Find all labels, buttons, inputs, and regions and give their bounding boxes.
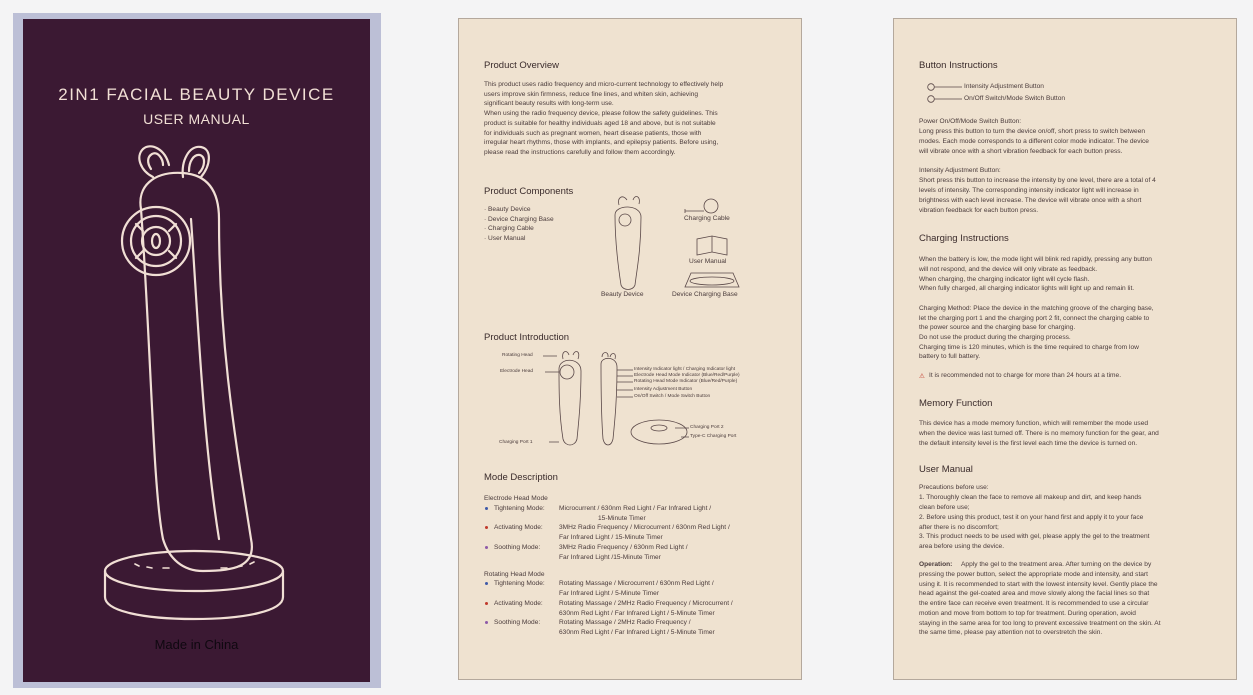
text-line: users improve skin firmness, reduce fine lines, and whiten skin, achieving	[484, 90, 699, 98]
text-line: Short press this button to increase the intensity by one level, there are a total of 4	[919, 177, 1156, 184]
label-rotating-head: Rotating Head	[502, 353, 533, 358]
component-item: · Device Charging Base	[484, 215, 554, 223]
section-heading-modes: Mode Description	[484, 472, 558, 483]
text-line: staying in the same area for too long to prevent excessive treatment on the skin. At	[919, 620, 1161, 627]
text-line: This product uses radio frequency and micro-current technology to effectively help	[484, 81, 724, 88]
rotating-mode-title: Rotating Head Mode	[484, 571, 545, 578]
text-line: significant beauty results with long-term use.	[484, 100, 614, 108]
callout-intensity-button: Intensity Adjustment Button	[634, 387, 693, 392]
callout-onoff-button: On/Off Switch / Mode Switch Button	[634, 394, 711, 399]
text-line: the power source and the charging base for charging.	[919, 324, 1076, 331]
mode-label: Activating Mode:	[494, 524, 543, 531]
text-line: brightness with each level increase. The device will vibrate once with a short	[919, 197, 1142, 204]
text-line: 2. Before using this product, test it on your hand first and apply it to your face	[919, 514, 1144, 521]
mode-detail: 3MHz Radio Frequency / 630nm Red Light /	[559, 544, 688, 551]
warning-icon: ⚠	[919, 373, 925, 380]
callout-electrode-mode-indicator: Electrode Head Mode Indicator (Blue/Red/Purple)	[634, 373, 740, 378]
mode-label: Soothing Mode:	[494, 544, 541, 551]
text-line: modes. Each mode corresponds to a different color mode indicator. The device	[919, 138, 1149, 145]
operation-title: Operation:	[919, 561, 953, 568]
cover-title: 2IN1 FACIAL BEAUTY DEVICE	[58, 85, 335, 104]
mode-label: Tightening Mode:	[494, 505, 545, 512]
text-line: please read the instructions carefully and follow them accordingly.	[484, 148, 676, 156]
text-line: motion and move from bottom to top for treatment. During operation, avoid	[919, 610, 1136, 617]
mode-detail: Far Infrared Light /15-Minute Timer	[559, 554, 661, 561]
text-line: will not respond, and the device will only vibrate as feedback.	[919, 266, 1098, 273]
precautions-title: Precautions before use:	[919, 484, 989, 491]
text-line: levels of intensity. The corresponding intensity indicator light will increase in	[919, 187, 1139, 194]
section-heading-buttons: Button Instructions	[919, 60, 998, 71]
mode-detail: 15-Minute Timer	[598, 515, 646, 522]
text-line: let the charging port 1 and the charging port 2 fit, connect the charging cable to	[919, 315, 1150, 322]
manual-page-2	[458, 18, 802, 680]
label-charging-port-2: Charging Port 2	[690, 425, 724, 430]
section-heading-memory: Memory Function	[919, 398, 993, 409]
charging-warning: It is recommended not to charge for more than 24 hours at a time.	[929, 372, 1122, 379]
intensity-button-title: Intensity Adjustment Button:	[919, 167, 1001, 174]
cover-background	[23, 19, 370, 682]
device-illustration	[23, 19, 370, 682]
mode-label: Soothing Mode:	[494, 619, 541, 626]
text-line: When the battery is low, the mode light will blink red rapidly, pressing any button	[919, 256, 1152, 263]
mode-dot-blue	[485, 582, 488, 585]
text-line: when the device was last turned off. There is no memory function for the gear, and	[919, 430, 1159, 437]
mode-detail: 630nm Red Light / Far Infrared Light / 5-Minute Timer	[559, 610, 715, 617]
text-line: 3. This product needs to be used with gel, please apply the gel to the treatment	[919, 533, 1150, 540]
mode-detail: Rotating Massage / 2MHz Radio Frequency /	[559, 619, 691, 626]
mode-detail: 630nm Red Light / Far Infrared Light / 5-Minute Timer	[559, 629, 715, 636]
text-line: Do not use the product during the charging process.	[919, 334, 1071, 341]
text-line: When using the radio frequency device, please follow the safety guidelines. This	[484, 110, 718, 118]
section-heading-introduction: Product Introduction	[484, 332, 570, 343]
label-charging-base: Device Charging Base	[672, 291, 738, 298]
mode-label: Tightening Mode:	[494, 580, 545, 587]
label-beauty-device: Beauty Device	[601, 291, 644, 298]
section-heading-overview: Product Overview	[484, 60, 559, 71]
mode-label: Activating Mode:	[494, 600, 543, 607]
label-intensity-button: Intensity Adjustment Button	[964, 83, 1044, 90]
power-button-title: Power On/Off/Mode Switch Button:	[919, 118, 1022, 125]
text-line: the same time, please pay attention not to overstretch the skin.	[919, 629, 1103, 636]
mode-detail: Rotating Massage / 2MHz Radio Frequency / Microcurrent /	[559, 600, 733, 607]
mode-detail: 3MHz Radio Frequency / Microcurrent / 630nm Red Light /	[559, 524, 730, 531]
text-line: Charging Method: Place the device in the matching groove of the charging base,	[919, 305, 1154, 312]
mode-dot-purple	[485, 546, 488, 549]
callout-rotating-mode-indicator: Rotating Head Mode Indicator (Blue/Red/Purple)	[634, 379, 738, 384]
component-item: · User Manual	[484, 234, 526, 242]
label-charging-cable: Charging Cable	[684, 215, 730, 222]
cover-footer: Made in China	[154, 637, 239, 652]
mode-dot-red	[485, 526, 488, 529]
component-item: · Beauty Device	[484, 206, 531, 213]
text-line: When charging, the charging indicator light will cycle flash.	[919, 276, 1090, 283]
label-charging-port-1: Charging Port 1	[499, 440, 533, 445]
electrode-mode-title: Electrode Head Mode	[484, 495, 548, 502]
label-user-manual: User Manual	[689, 258, 727, 265]
text-line: for individuals such as pregnant women, heart disease patients, those with	[484, 129, 702, 137]
mode-detail: Far Infrared Light / 15-Minute Timer	[559, 534, 663, 541]
text-line: This device has a mode memory function, which will remember the mode used	[919, 420, 1149, 427]
text-line: product is suitable for healthy individuals aged 18 and above, but is not suitable	[484, 119, 716, 127]
text-line: pressing the power button, select the appropriate mode and intensity, and start	[919, 571, 1148, 578]
section-heading-components: Product Components	[484, 186, 574, 197]
text-line: head against the gel-coated area and move slowly along the facial lines so that	[919, 590, 1150, 597]
mode-dot-blue	[485, 507, 488, 510]
mode-dot-red	[485, 602, 488, 605]
label-type-c-port: Type-C Charging Port	[690, 434, 737, 439]
section-heading-user-manual: User Manual	[919, 464, 973, 475]
manual-page-3	[893, 18, 1237, 680]
label-electrode-head: Electrode Head	[500, 369, 534, 374]
text-line: Apply the gel to the treatment area. After turning on the device by	[961, 561, 1152, 568]
text-line: Charging time is 120 minutes, which is the time required to charge from low	[919, 344, 1139, 351]
text-line: Long press this button to turn the device on/off, short press to switch between	[919, 128, 1146, 135]
section-heading-charging: Charging Instructions	[919, 233, 1009, 244]
text-line: When fully charged, all charging indicator lights will light up and remain lit.	[919, 285, 1135, 292]
text-line: using it. It is recommended to start with the lowest intensity level. Gently place the	[919, 581, 1158, 588]
callout-intensity-indicator: Intensity Indicator light / Charging Indicator light	[634, 367, 736, 372]
text-line: irregular heart rhythms, those with implants, and epilepsy patients. Before using,	[484, 139, 719, 147]
component-item: · Charging Cable	[484, 225, 534, 232]
text-line: clean before use;	[919, 504, 970, 511]
text-line: the default intensity level is the first level each time the device is turned on.	[919, 440, 1138, 447]
text-line: battery to full battery.	[919, 353, 981, 360]
text-line: 1. Thoroughly clean the face to remove all makeup and dirt, and keep hands	[919, 494, 1142, 501]
mode-dot-purple	[485, 621, 488, 624]
cover-subtitle: USER MANUAL	[143, 111, 250, 127]
text-line: the entire face can receive even treatment. It is recommended to use a circular	[919, 600, 1149, 607]
text-line: will vibrate once with a short vibration feedback for each button press.	[919, 148, 1123, 155]
cover-page	[13, 13, 381, 688]
mode-detail: Rotating Massage / Microcurrent / 630nm Red Light /	[559, 580, 714, 587]
mode-detail: Microcurrent / 630nm Red Light / Far Infrared Light /	[559, 505, 712, 512]
text-line: after there is no discomfort;	[919, 524, 999, 531]
mode-detail: Far Infrared Light / 5-Minute Timer	[559, 590, 660, 597]
text-line: vibration feedback for each button press.	[919, 207, 1039, 214]
label-onoff-button: On/Off Switch/Mode Switch Button	[964, 95, 1066, 102]
text-line: area before using the device.	[919, 543, 1005, 550]
